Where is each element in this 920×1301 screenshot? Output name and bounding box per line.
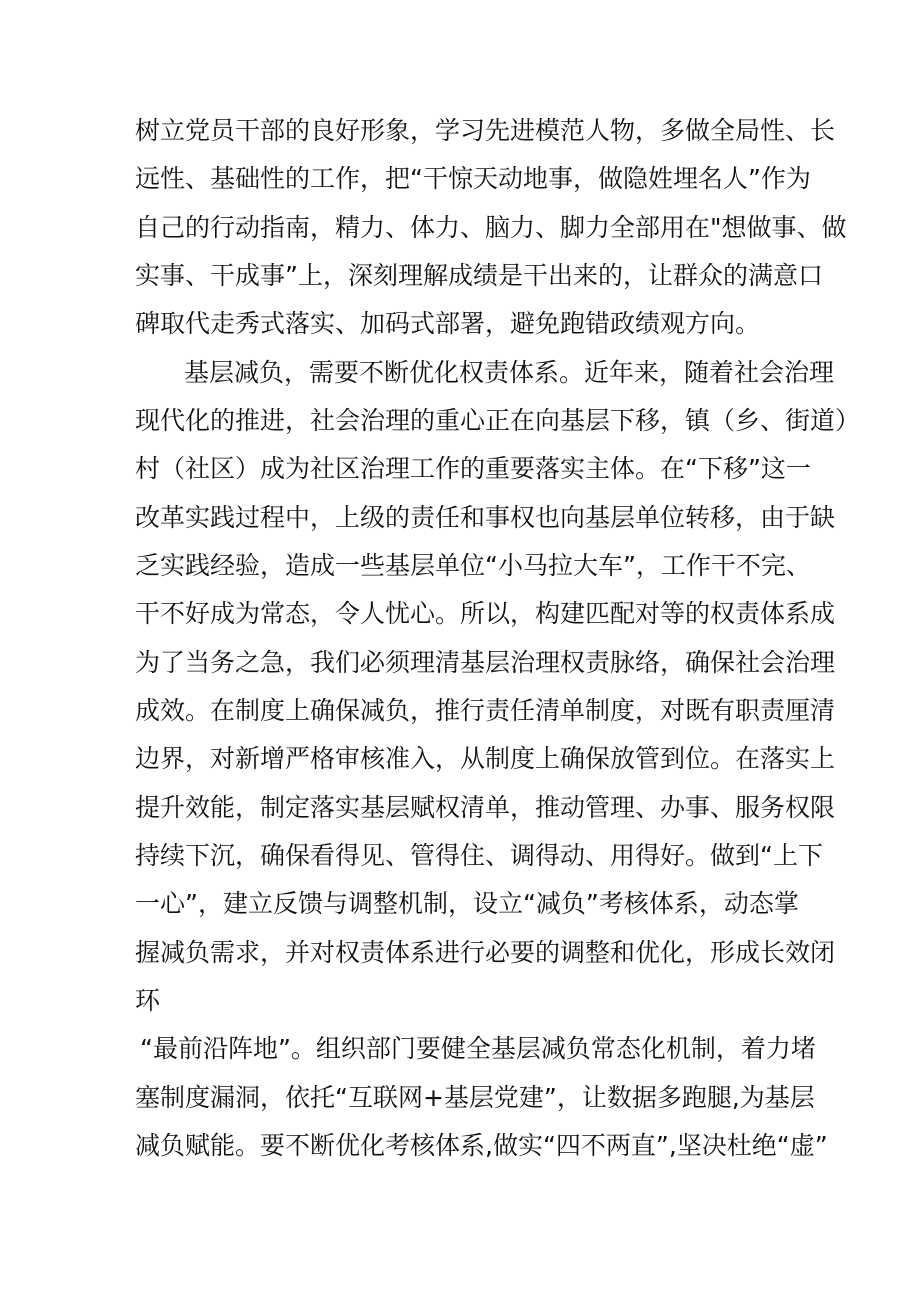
- text-line: 乏实践经验，造成一些基层单位“小马拉大车”，工作干不完、: [135, 551, 811, 580]
- text-line: 减负赋能。要不断优化考核体系,做实“四不两直”,坚决杜绝“虚”: [135, 1131, 828, 1160]
- text-line: 塞制度漏洞，依托“互联网+基层党建”，让数据多跑腿,为基层: [135, 1083, 815, 1112]
- text-line: 握减负需求，并对权责体系进行必要的调整和优化，形成长效闭: [135, 938, 836, 967]
- text-line: 改革实践过程中，上级的责任和事权也向基层单位转移，由于缺: [135, 503, 836, 532]
- text-line: 为了当务之急，我们必须理清基层治理权责脉络，确保社会治理: [135, 648, 836, 677]
- text-line: 远性、基础性的工作，把“干惊天动地事，做隐姓埋名人”作为: [135, 164, 811, 193]
- text-line: 现代化的推进，社会治理的重心正在向基层下移，镇（乡、街道）: [135, 406, 861, 435]
- text-line: 干不好成为常态，令人忧心。所以，构建匹配对等的权责体系成: [135, 599, 836, 628]
- text-line: 碑取代走秀式落实、加码式部署，避免跑错政绩观方向。: [135, 309, 761, 338]
- text-line: 边界，对新增严格审核准入，从制度上确保放管到位。在落实上: [135, 744, 836, 773]
- text-line: 成效。在制度上确保减负，推行责任清单制度，对既有职责厘清: [135, 696, 836, 725]
- text-line: 环: [135, 986, 161, 1015]
- text-line: 提升效能，制定落实基层赋权清单，推动管理、办事、服务权限: [135, 793, 836, 822]
- paragraph-first-line: 基层减负，需要不断优化权责体系。近年来，随着社会治理: [184, 358, 835, 387]
- text-line: 一心”，建立反馈与调整机制，设立“减负”考核体系，动态掌: [135, 889, 799, 918]
- text-line: 树立党员干部的良好形象，学习先进模范人物，多做全局性、长: [135, 116, 836, 145]
- text-line: “最前沿阵地”。组织部门要健全基层减负常态化机制，着力堵: [140, 1034, 816, 1063]
- text-line: 实事、干成事”上，深刻理解成绩是干出来的，让群众的满意口: [135, 261, 823, 290]
- text-line: 村（社区）成为社区治理工作的重要落实主体。在“下移”这一: [135, 454, 811, 483]
- text-line: 持续下沉，确保看得见、管得住、调得动、用得好。做到“上下: [135, 841, 823, 870]
- text-line: 自己的行动指南，精力、体力、脑力、脚力全部用在"想做事、做: [135, 213, 847, 242]
